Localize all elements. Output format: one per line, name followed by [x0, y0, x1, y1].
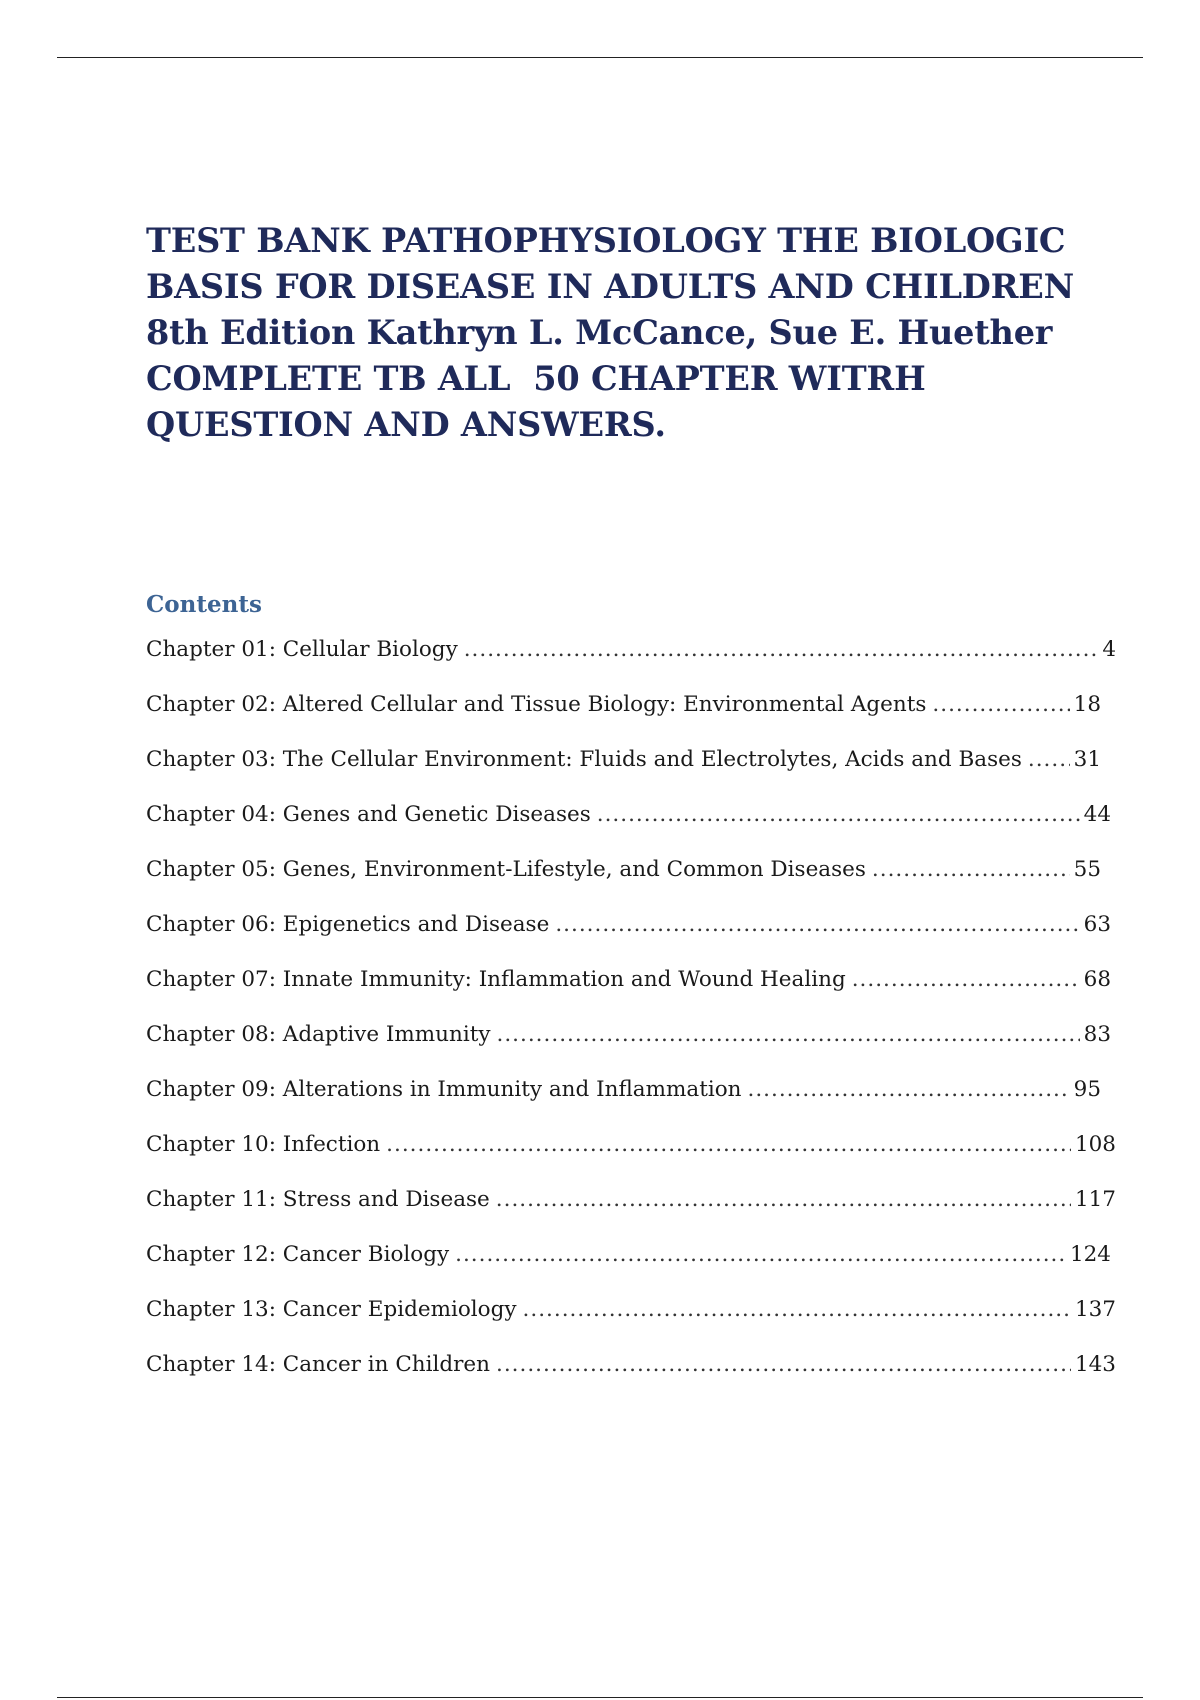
bottom-rule [57, 1697, 1143, 1698]
toc-page-number: 44 [1083, 802, 1111, 827]
toc-entry-label: Chapter 12: Cancer Biology [146, 1242, 450, 1267]
toc-entry-label: Chapter 03: The Cellular Environment: Fluids and Electrolytes, Acids and Bases [146, 747, 1022, 772]
toc-page-number: 83 [1083, 1022, 1111, 1047]
toc-dot-leader [932, 690, 1069, 720]
toc-dot-leader [386, 1130, 1071, 1160]
toc-entry-chapter-05[interactable] [146, 855, 1101, 885]
toc-entry-label: Chapter 01: Cellular Biology [146, 637, 458, 662]
toc-entry-chapter-03[interactable] [146, 745, 1101, 775]
toc-entry-chapter-01[interactable] [146, 635, 1116, 665]
toc-page-number: 68 [1083, 967, 1111, 992]
document-title [146, 218, 1126, 448]
contents-heading: Contents [146, 591, 262, 618]
toc-entry-label: Chapter 07: Innate Immunity: Inflammation and Wound Healing [146, 967, 846, 992]
toc-dot-leader [496, 1350, 1071, 1380]
toc-dot-leader [497, 1020, 1080, 1050]
toc-entry-chapter-10[interactable] [146, 1130, 1116, 1160]
toc-entry-label: Chapter 05: Genes, Environment-Lifestyle, and Common Diseases [146, 857, 866, 882]
toc-entry-chapter-11[interactable] [146, 1185, 1116, 1215]
title-line: 8th Edition Kathryn L. McCance, Sue E. Huether [146, 313, 1053, 352]
title-line: COMPLETE TB ALL 50 CHAPTER WITRH [146, 359, 926, 398]
title-line: QUESTION AND ANSWERS. [146, 405, 666, 444]
toc-page-number: 143 [1074, 1352, 1116, 1377]
toc-entry-label: Chapter 09: Alterations in Immunity and Inflammation [146, 1077, 742, 1102]
toc-entry-chapter-04[interactable] [146, 800, 1111, 830]
toc-entry-chapter-13[interactable] [146, 1295, 1116, 1325]
toc-page-number: 137 [1074, 1297, 1116, 1322]
toc-entry-label: Chapter 04: Genes and Genetic Diseases [146, 802, 591, 827]
toc-entry-chapter-14[interactable] [146, 1350, 1116, 1380]
toc-entry-label: Chapter 02: Altered Cellular and Tissue Biology: Environmental Agents [146, 692, 927, 717]
toc-page-number: 18 [1073, 692, 1101, 717]
toc-dot-leader [872, 855, 1070, 885]
toc-dot-leader [455, 1240, 1066, 1270]
toc-dot-leader [555, 910, 1079, 940]
toc-page-number: 117 [1074, 1187, 1116, 1212]
toc-page-number: 124 [1069, 1242, 1111, 1267]
toc-page-number: 55 [1073, 857, 1101, 882]
toc-entry-label: Chapter 13: Cancer Epidemiology [146, 1297, 517, 1322]
toc-dot-leader [464, 635, 1099, 665]
toc-entry-chapter-06[interactable] [146, 910, 1111, 940]
toc-entry-chapter-02[interactable] [146, 690, 1101, 720]
toc-page-number: 4 [1102, 637, 1116, 662]
top-rule [57, 57, 1143, 58]
toc-entry-label: Chapter 14: Cancer in Children [146, 1352, 490, 1377]
toc-entry-chapter-09[interactable] [146, 1075, 1101, 1105]
toc-dot-leader [748, 1075, 1070, 1105]
toc-entry-chapter-08[interactable] [146, 1020, 1111, 1050]
toc-entry-label: Chapter 08: Adaptive Immunity [146, 1022, 491, 1047]
toc-dot-leader [1028, 745, 1070, 775]
toc-page-number: 63 [1083, 912, 1111, 937]
toc-page-number: 108 [1074, 1132, 1116, 1157]
toc-page-number: 31 [1073, 747, 1101, 772]
toc-dot-leader [852, 965, 1080, 995]
toc-entry-label: Chapter 11: Stress and Disease [146, 1187, 490, 1212]
toc-entry-chapter-07[interactable] [146, 965, 1111, 995]
toc-entry-label: Chapter 06: Epigenetics and Disease [146, 912, 550, 937]
toc-page-number: 95 [1073, 1077, 1101, 1102]
toc-entry-label: Chapter 10: Infection [146, 1132, 381, 1157]
title-line: BASIS FOR DISEASE IN ADULTS AND CHILDREN [146, 267, 1075, 306]
toc-dot-leader [496, 1185, 1071, 1215]
toc-dot-leader [523, 1295, 1071, 1325]
toc-entry-chapter-12[interactable] [146, 1240, 1111, 1270]
title-line: TEST BANK PATHOPHYSIOLOGY THE BIOLOGIC [146, 221, 1066, 260]
toc-dot-leader [597, 800, 1080, 830]
